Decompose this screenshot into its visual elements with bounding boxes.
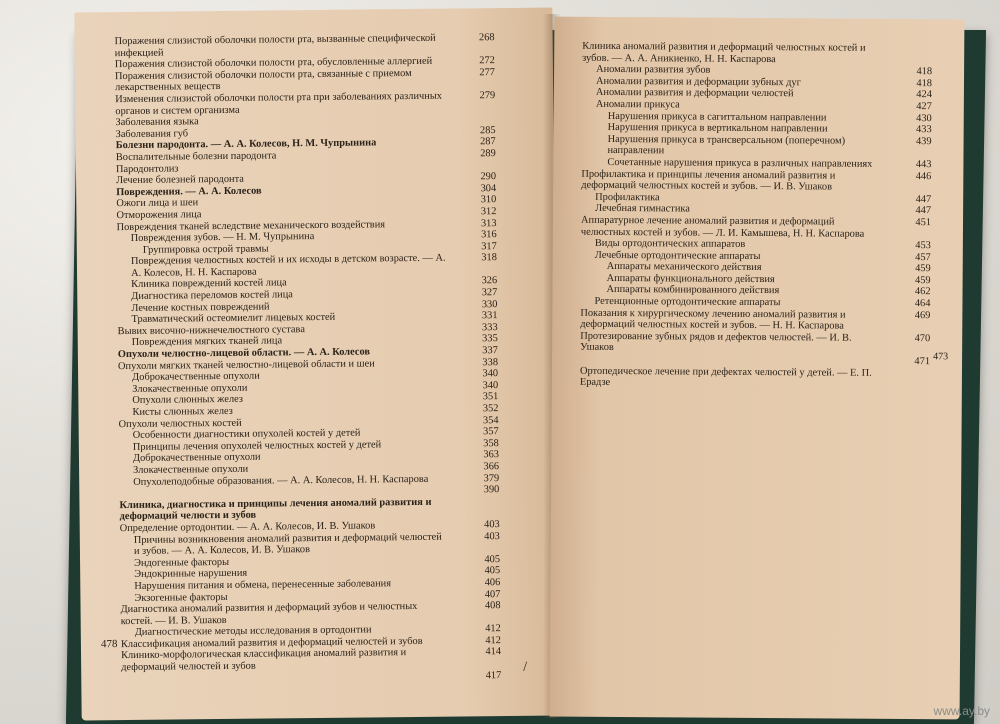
toc-entry	[581, 134, 931, 160]
toc-entry-title: Классификация аномалий развития и деформаций челюстей и зубов	[120, 635, 423, 650]
toc-entry-page: 268	[478, 32, 495, 44]
toc-entry-title: Доброкачественные опухоли	[132, 370, 260, 384]
right-toc	[580, 41, 932, 391]
toc-entry-title: Опухолеподобные образования. — А. А. Колесов, Н. Н. Каспарова	[133, 473, 429, 488]
toc-entry-page: 333	[481, 321, 498, 334]
toc-entry-page: 335	[482, 333, 498, 345]
toc-entry-title: Ортопедическое лечение при дефектах челюстей у детей. — Е. П. Ерадзе	[579, 365, 872, 389]
toc-entry-title: Поражения слизистой оболочки полости рта, вызванные специфической инфекцией	[114, 32, 436, 59]
toc-entry-title: Поражения слизистой оболочки полости рта, обусловленные аллергией	[114, 55, 433, 71]
toc-entry-page: 287	[480, 136, 496, 148]
toc-entry-page: 331	[481, 310, 498, 322]
toc-entry-title: Опухоли челюстно-лицевой области. — А. А. Колесов	[117, 346, 371, 361]
toc-entry-title: Группировка острой травмы	[142, 243, 269, 256]
toc-entry-title: Протезирование зубных рядов и дефектов челюстей. — И. В. Ушаков	[580, 330, 852, 354]
toc-entry-page: 469	[914, 309, 931, 321]
toc-entry-page: 412	[485, 623, 501, 635]
toc-entry-title: Опухоли мягких тканей челюстно-лицевой области и шеи	[117, 358, 375, 372]
toc-entry	[580, 365, 930, 391]
toc-entry-title: Аномалии развития и деформации зубных дуг	[595, 75, 801, 89]
toc-entry-page: 424	[916, 89, 932, 101]
toc-entry-page: 352	[482, 403, 499, 415]
toc-entry-title: Нарушения прикуса в трансверсальном (поперечном) направлении	[607, 133, 846, 157]
toc-entry-page: 430	[916, 112, 932, 124]
toc-entry-title: Клинико-морфологическая классификация аномалий развития и деформаций челюстей и зубов	[120, 647, 407, 674]
toc-entry-title: Лечение костных повреждений	[131, 301, 270, 314]
toc-entry-page: 279	[479, 90, 496, 102]
toc-entry-page: 316	[481, 229, 497, 241]
left-toc	[115, 32, 502, 685]
toc-entry-page: 470	[914, 332, 931, 345]
toc-entry-title: Вывих височно-нижнечелюстного сустава	[117, 323, 305, 337]
toc-entry-title: Нарушения прикуса в вертикальном направлении	[607, 122, 828, 135]
toc-entry-title: Злокачественные опухоли	[133, 463, 249, 476]
right-footer-page: 473	[933, 351, 949, 363]
toc-entry-page: 459	[915, 263, 931, 275]
toc-entry-page: 405	[484, 565, 501, 577]
toc-entry-page: 285	[479, 124, 496, 137]
toc-entry-title: Лечебные ортодонтические аппараты	[594, 249, 761, 262]
toc-entry-page: 318	[481, 252, 497, 264]
left-page	[74, 8, 559, 721]
toc-entry-title: Причины возникновения аномалий развития и деформаций челюстей и зубов. — А. А. Колесов, И. В. Ушаков	[133, 531, 442, 558]
toc-entry-page: 417	[485, 669, 502, 681]
toc-entry-title: Профилактика	[595, 191, 660, 204]
toc-entry-page: 338	[482, 356, 499, 368]
toc-entry-title: Доброкачественные опухоли	[132, 451, 261, 465]
toc-entry-page: 354	[482, 414, 499, 426]
toc-entry-title: Показания к хирургическому лечению аномалий развития и деформаций челюстных костей и зубов. — Н. Н. Каспарова	[580, 307, 846, 332]
toc-entry-title: Болезни пародонта. — А. А. Колесов, Н. М. Чупрынина	[115, 137, 377, 152]
toc-entry-page: 290	[480, 171, 497, 183]
toc-entry	[582, 41, 932, 67]
toc-entry-page: 363	[483, 449, 500, 461]
toc-entry-title: Пародонтолиз	[115, 162, 179, 175]
toc-entry-page: 340	[482, 379, 499, 392]
toc-entry-title: Принципы лечения опухолей челюстных костей у детей	[132, 439, 382, 453]
toc-entry-page: 471	[914, 356, 931, 368]
left-page-number: 478	[100, 638, 118, 651]
toc-entry-page: 366	[483, 461, 500, 473]
toc-entry-page: 327	[481, 287, 498, 299]
toc-entry-page: 418	[916, 66, 933, 78]
toc-entry-page: 304	[480, 182, 497, 194]
toc-entry-page: 326	[481, 275, 498, 287]
toc-entry	[581, 215, 931, 241]
toc-entry-title: Аномалии развития и деформации челюстей	[595, 87, 794, 100]
toc-entry-title: Диагностические методы исследования в ортодонтии	[134, 624, 372, 639]
toc-entry-title: Определение ортодонтии. — А. А. Колесов, И. В. Ушаков	[119, 520, 376, 535]
toc-entry-title: Профилактика и принципы лечения аномалий развития и деформаций челюстных костей и зубов. — И. В. Ушаков	[581, 168, 836, 193]
toc-entry-page: 312	[480, 206, 497, 218]
toc-entry-page: 358	[483, 437, 499, 450]
toc-entry-title: Диагностика переломов костей лица	[131, 289, 293, 303]
toc-entry-page: 453	[915, 240, 931, 252]
toc-entry-page: 414	[485, 646, 502, 658]
margin-mark: /	[523, 659, 528, 675]
toc-entry	[580, 331, 930, 357]
toc-entry-title: Нарушения питания и обмена, перенесенные заболевания	[134, 578, 392, 592]
toc-entry-title: Нарушения прикуса в сагиттальном направлении	[607, 110, 827, 124]
toc-entry-page: 408	[484, 600, 501, 612]
toc-entry-page: 462	[914, 286, 931, 298]
toc-entry-page: 379	[483, 472, 500, 484]
toc-entry-title: Особенности диагностики опухолей костей у детей	[132, 427, 361, 442]
toc-entry-page: 447	[915, 193, 932, 205]
toc-entry-title: Аномалии прикуса	[595, 98, 680, 111]
toc-entry-page: 427	[916, 101, 932, 113]
toc-entry-page: 459	[914, 274, 931, 287]
toc-entry-page: 443	[915, 159, 932, 171]
toc-entry-page: 446	[915, 170, 932, 182]
toc-entry-page: 447	[915, 205, 932, 217]
toc-entry-title: Лечение болезней пародонта	[116, 173, 244, 187]
toc-entry-title: Виды ортодонтических аппаратов	[594, 237, 746, 251]
toc-entry-title: Злокачественные опухоли	[132, 382, 248, 395]
toc-entry-title: Повреждения. — А. А. Колесов	[116, 185, 262, 198]
toc-entry	[581, 168, 931, 194]
toc-entry-title: Сочетанные нарушения прикуса в различных направлениях	[607, 156, 873, 170]
toc-entry-title: Воспалительные болезни пародонта	[115, 150, 277, 164]
toc-entry-title: Аномалии развития зубов	[596, 64, 711, 76]
toc-entry-title: Эндокринные нарушения	[134, 568, 248, 581]
toc-entry-page: 310	[480, 194, 497, 206]
toc-entry-title: Аппараты комбинированного действия	[606, 284, 780, 297]
toc-entry-page: 289	[480, 148, 496, 160]
toc-entry-page: 433	[916, 124, 932, 136]
toc-entry-page: 390	[483, 484, 500, 496]
toc-entry-title: Опухоли слюнных желез	[132, 394, 244, 407]
toc-entry-page: 412	[485, 634, 501, 647]
toc-entry	[580, 307, 930, 333]
toc-entry-title: Изменения слизистой оболочки полости рта при заболеваниях различных органов и систем организма	[115, 90, 443, 117]
toc-entry-page: 337	[482, 345, 498, 357]
toc-entry-page: 351	[482, 391, 499, 403]
toc-entry-title: Повреждения тканей вследствие механического воздействия	[116, 218, 386, 233]
toc-entry-title: Ретенционные ортодонтические аппараты	[594, 295, 781, 309]
toc-entry-title: Клиника повреждений костей лица	[131, 277, 287, 291]
toc-entry-title: Клиника, диагностика и принципы лечения аномалий развития и деформаций челюсти и зубов	[119, 496, 432, 523]
toc-entry-page: 403	[484, 519, 500, 531]
watermark: www.ay.by	[933, 704, 990, 718]
toc-entry-page: 418	[916, 77, 933, 89]
toc-entry-title: Травматический остеомиелит лицевых костей	[131, 312, 336, 326]
toc-entry-page: 277	[479, 66, 496, 79]
toc-entry-title: Кисты слюнных желез	[132, 405, 233, 418]
toc-entry-title: Повреждения челюстных костей и их исходы в детском возрасте. — А. А. Колесов, Н. Н. Каспарова	[130, 252, 446, 279]
toc-entry-title: Лечебная гимнастика	[595, 203, 690, 215]
toc-entry-page: 464	[914, 298, 931, 310]
toc-entry-page: 403	[484, 530, 500, 542]
toc-entry-title: Опухоли челюстных костей	[118, 417, 242, 430]
toc-entry-page: 439	[915, 135, 932, 147]
toc-entry-page: 407	[484, 588, 501, 600]
toc-entry-title: Ожоги лица и шеи	[116, 197, 199, 210]
toc-entry-title: Отморожения лица	[116, 209, 202, 221]
toc-entry-page: 451	[915, 217, 932, 229]
toc-entry-title: Заболевания языка	[115, 116, 199, 129]
toc-entry-title: Диагностика аномалий развития и деформаций зубов и челюстных костей. — И. В. Ушаков	[120, 601, 418, 627]
toc-entry-title: Экзогенные факторы	[134, 591, 228, 604]
toc-entry-title: Заболевания губ	[115, 128, 189, 140]
toc-entry-title: Повреждения мягких тканей лица	[131, 335, 283, 349]
toc-entry-page: 313	[480, 217, 497, 229]
toc-entry-title: Повреждения зубов. — Н. М. Чупрынина	[130, 231, 315, 245]
toc-entry-title: Поражения слизистой оболочки полости рта, связанные с приемом лекарственных веществ	[114, 67, 412, 94]
toc-entry-title: Аппараты функционального действия	[606, 272, 775, 285]
toc-entry-title: Клиника аномалий развития и деформаций челюстных костей и зубов. — А. А. Аникиенко, Н. Н. Каспарова	[582, 40, 866, 65]
toc-entry-title: Эндогенные факторы	[134, 556, 230, 569]
toc-entry-page: 406	[484, 576, 501, 589]
toc-entry-page: 357	[483, 426, 499, 438]
toc-entry-page: 317	[481, 240, 497, 252]
toc-entry-page: 330	[481, 298, 498, 310]
toc-entry-page: 457	[915, 251, 931, 263]
right-page	[550, 17, 965, 720]
toc-entry-page: 405	[484, 553, 501, 565]
toc-entry-page: 340	[482, 368, 499, 380]
toc-entry-page: 272	[479, 55, 495, 67]
toc-entry-title: Аппаратурное лечение аномалий развития и деформаций челюстных костей и зубов. — Л. И. Камышева, Н. Н. Каспарова	[580, 214, 865, 240]
toc-entry-title: Аппараты механического действия	[606, 261, 762, 274]
